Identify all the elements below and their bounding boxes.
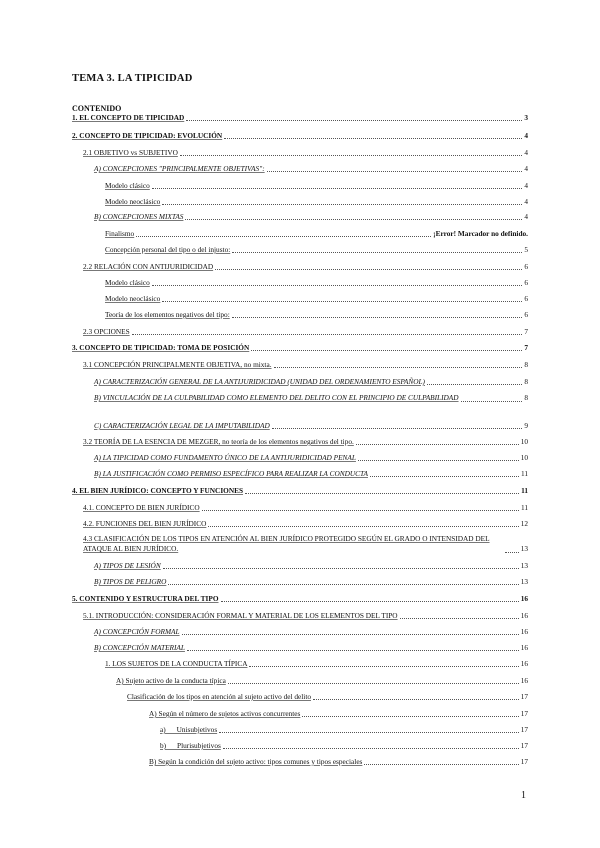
toc-entry-2-1-b[interactable]: B) CONCEPCIONES MIXTAS 4 [94, 212, 528, 221]
toc-entry-5-1-b[interactable]: B) CONCEPCIÓN MATERIAL 16 [94, 643, 528, 652]
toc-entry-3-2-a[interactable]: A) LA TIPICIDAD COMO FUNDAMENTO ÚNICO DE LA ANTIJURIDICIDAD PENAL 10 [94, 453, 528, 462]
toc-entry-4-3[interactable]: 4.3 CLASIFICACIÓN DE LOS TIPOS EN ATENCIÓN AL BIEN JURÍDICO PROTEGIDO SEGÚN EL GRADO O INTENSIDAD DEL ATAQUE AL BIEN JURÍDICO. 13 [83, 534, 528, 553]
toc-entry-condicion-sujeto[interactable]: B) Según la condición del sujeto activo: tipos comunes y tipos especiales 17 [149, 757, 528, 766]
toc-entry-numero-sujetos[interactable]: A) Según el número de sujetos activos concurrentes 17 [149, 709, 528, 718]
toc-entry-4-1[interactable]: 4.1. CONCEPTO DE BIEN JURÍDICO 11 [83, 503, 528, 512]
toc-entry-modelo-clasico-1[interactable]: Modelo clásico 4 [105, 181, 528, 190]
toc-entry-4-2[interactable]: 4.2. FUNCIONES DEL BIEN JURÍDICO 12 [83, 519, 528, 528]
toc-entry-1[interactable]: 1. EL CONCEPTO DE TIPICIDAD 3 [72, 113, 528, 122]
toc-entry-clasificacion-sujeto[interactable]: Clasificación de los tipos en atención al sujeto activo del delito 17 [127, 692, 528, 701]
toc-entry-3-1-a[interactable]: A) CARACTERIZACIÓN GENERAL DE LA ANTIJURIDICIDAD (UNIDAD DEL ORDENAMIENTO ESPAÑOL) 8 [94, 377, 528, 386]
toc-entry-concepcion-personal[interactable]: Concepción personal del tipo o del injusto: 5 [105, 245, 528, 254]
toc-entry-sujeto-activo[interactable]: A) Sujeto activo de la conducta típica 16 [116, 676, 528, 685]
toc-entry-modelo-neoclasico-2[interactable]: Modelo neoclásico 6 [105, 294, 528, 303]
toc-entry-3-2[interactable]: 3.2 TEORÍA DE LA ESENCIA DE MEZGER, no teoría de los elementos negativos del tipo. 10 [83, 437, 528, 446]
toc-entry-3[interactable]: 3. CONCEPTO DE TIPICIDAD: TOMA DE POSICIÓN 7 [72, 343, 528, 352]
toc-entry-2[interactable]: 2. CONCEPTO DE TIPICIDAD: EVOLUCIÓN 4 [72, 131, 528, 140]
toc-entry-5-1-b-1[interactable]: 1. LOS SUJETOS DE LA CONDUCTA TÍPICA 16 [105, 659, 528, 668]
toc-entry-5-1-a[interactable]: A) CONCEPCIÓN FORMAL 16 [94, 627, 528, 636]
toc-entry-3-1-c[interactable]: C) CARACTERIZACIÓN LEGAL DE LA IMPUTABILIDAD 9 [94, 421, 528, 430]
toc-entry-2-3[interactable]: 2.3 OPCIONES 7 [83, 327, 528, 336]
toc-entry-3-1[interactable]: 3.1 CONCEPCIÓN PRINCIPALMENTE OBJETIVA, no mixta. 8 [83, 360, 528, 369]
toc-entry-plurisubjetivos[interactable]: b) Plurisubjetivos 17 [160, 741, 528, 750]
toc-entry-4-3-b[interactable]: B) TIPOS DE PELIGRO 13 [94, 577, 528, 586]
toc-entry-2-1[interactable]: 2.1 OBJETIVO vs SUBJETIVO 4 [83, 148, 528, 157]
toc-entry-3-2-b[interactable]: B) LA JUSTIFICACIÓN COMO PERMISO ESPECÍFICO PARA REALIZAR LA CONDUCTA 11 [94, 469, 528, 478]
toc-entry-modelo-clasico-2[interactable]: Modelo clásico 6 [105, 278, 528, 287]
document-title: TEMA 3. LA TIPICIDAD [72, 73, 193, 84]
page-number: 1 [521, 790, 526, 801]
toc-entry-2-2[interactable]: 2.2 RELACIÓN CON ANTIJURIDICIDAD 6 [83, 262, 528, 271]
toc-entry-4[interactable]: 4. EL BIEN JURÍDICO: CONCEPTO Y FUNCIONES 11 [72, 486, 528, 495]
toc-entry-modelo-neoclasico-1[interactable]: Modelo neoclásico 4 [105, 197, 528, 206]
toc-heading: CONTENIDO [72, 104, 122, 113]
toc-entry-5-1[interactable]: 5.1. INTRODUCCIÓN: CONSIDERACIÓN FORMAL Y MATERIAL DE LOS ELEMENTOS DEL TIPO 16 [83, 611, 528, 620]
toc-entry-5[interactable]: 5. CONTENIDO Y ESTRUCTURA DEL TIPO 16 [72, 594, 528, 603]
toc-entry-4-3-a[interactable]: A) TIPOS DE LESIÓN 13 [94, 561, 528, 570]
toc-entry-2-1-a[interactable]: A) CONCEPCIONES "PRINCIPALMENTE OBJETIVAS": 4 [94, 164, 528, 173]
toc-entry-unisubjetivos[interactable]: a) Unisubjetivos 17 [160, 725, 528, 734]
toc-entry-3-1-b[interactable]: B) VINCULACIÓN DE LA CULPABILIDAD COMO ELEMENTO DEL DELITO CON EL PRINCIPIO DE CULPABILIDAD 8 [94, 393, 528, 402]
toc-entry-finalismo[interactable]: Finalismo ¡Error! Marcador no definido. [105, 229, 528, 238]
toc-entry-elementos-negativos[interactable]: Teoría de los elementos negativos del tipo: 6 [105, 310, 528, 319]
